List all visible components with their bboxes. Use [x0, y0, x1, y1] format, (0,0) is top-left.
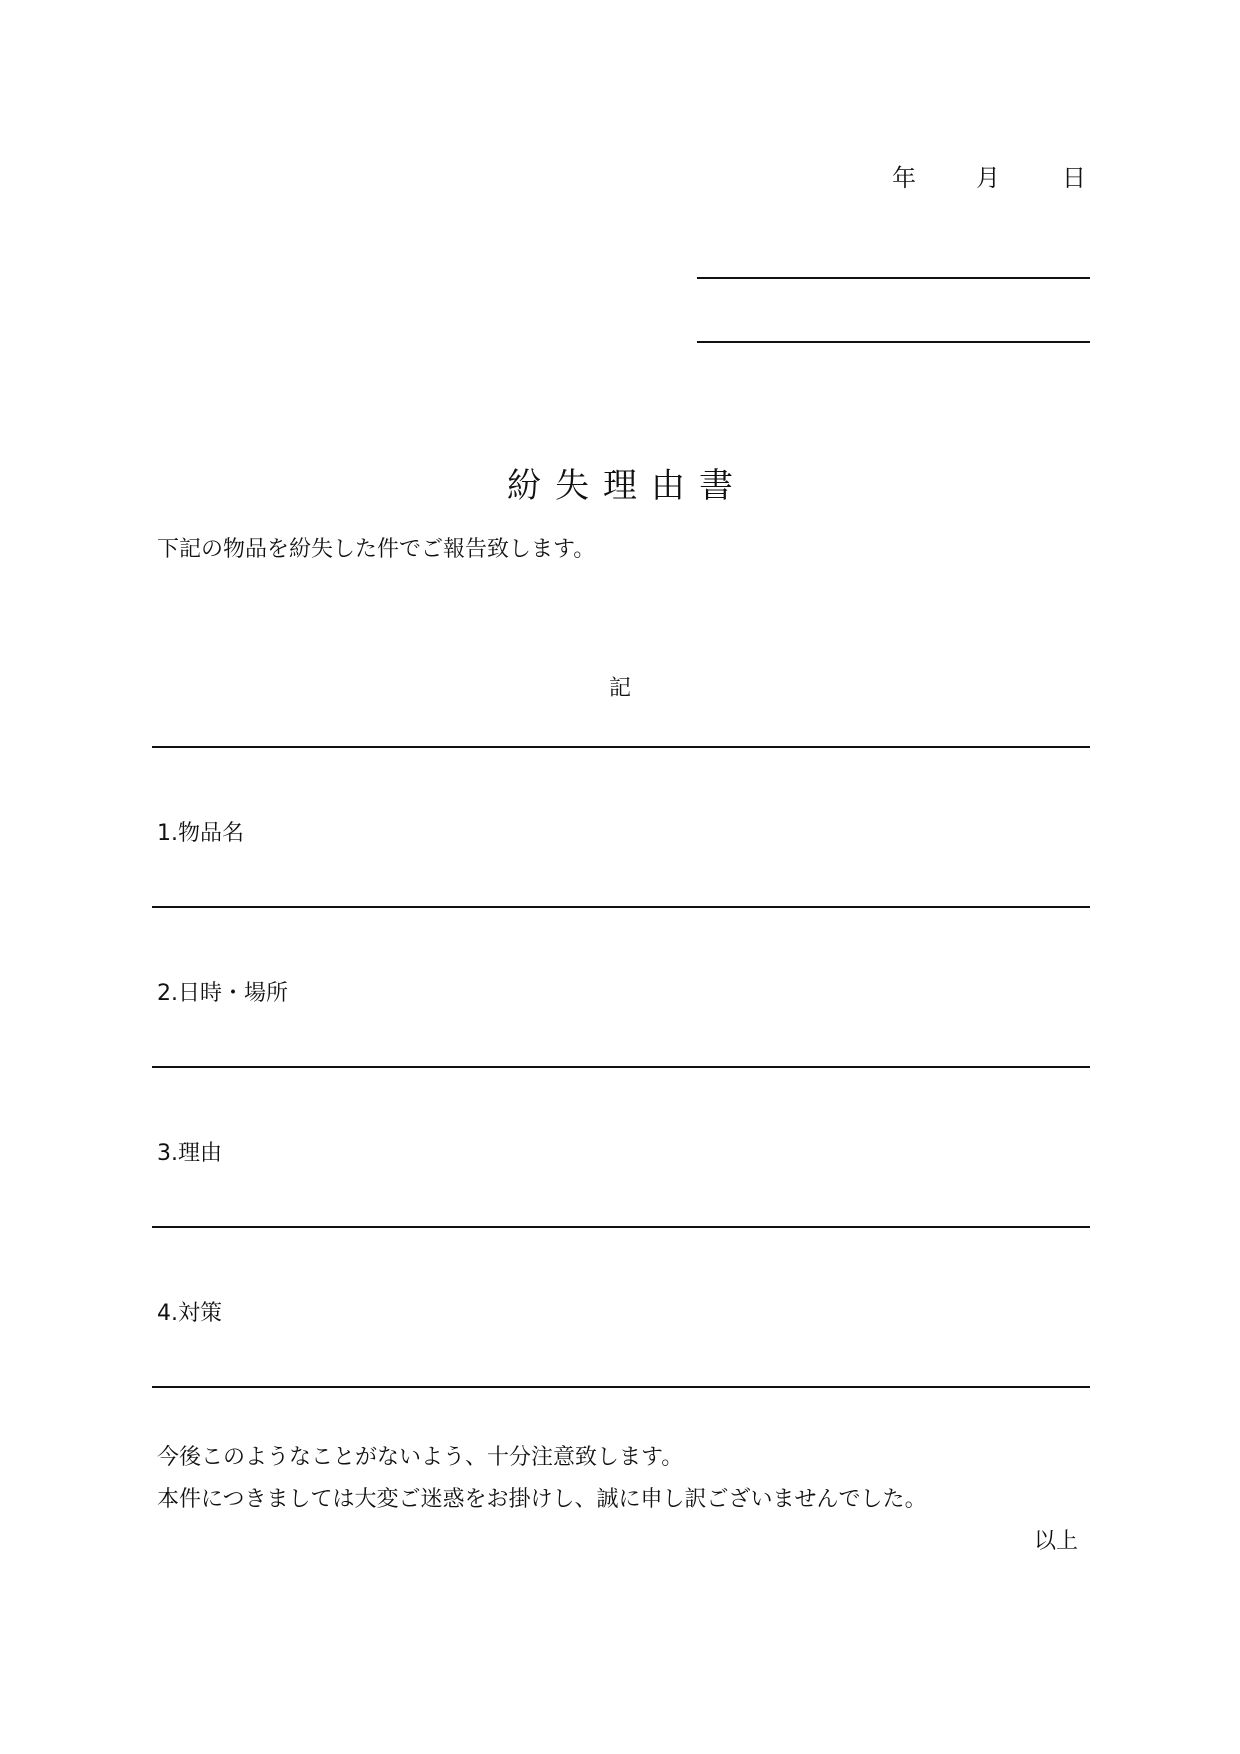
item-rule-1 — [152, 906, 1090, 908]
signature-line-1[interactable] — [697, 277, 1090, 279]
intro-text: 下記の物品を紛失した件でご報告致します。 — [157, 537, 596, 562]
item-rule-2 — [152, 1066, 1090, 1068]
closing-line-1: 今後このようなことがないよう、十分注意致します。 — [157, 1445, 684, 1470]
document-title: 紛失理由書 — [507, 466, 747, 506]
item-label-reason: 3.理由 — [157, 1141, 222, 1166]
ki-heading: 記 — [608, 676, 631, 701]
item-rule-top — [152, 746, 1090, 748]
item-label-name: 1.物品名 — [157, 821, 244, 846]
year-label: 年 — [892, 164, 916, 192]
closing-line-2: 本件につきましては大変ご迷惑をお掛けし、誠に申し訳ございませんでした。 — [157, 1487, 927, 1512]
item-rule-4 — [152, 1386, 1090, 1388]
month-label: 月 — [976, 164, 1000, 192]
item-label-countermeasure: 4.対策 — [157, 1301, 222, 1326]
day-label: 日 — [1062, 164, 1086, 192]
signature-line-2[interactable] — [697, 341, 1090, 343]
item-label-datetime-place: 2.日時・場所 — [157, 981, 288, 1006]
item-rule-3 — [152, 1226, 1090, 1228]
closing-end: 以上 — [1034, 1529, 1079, 1554]
